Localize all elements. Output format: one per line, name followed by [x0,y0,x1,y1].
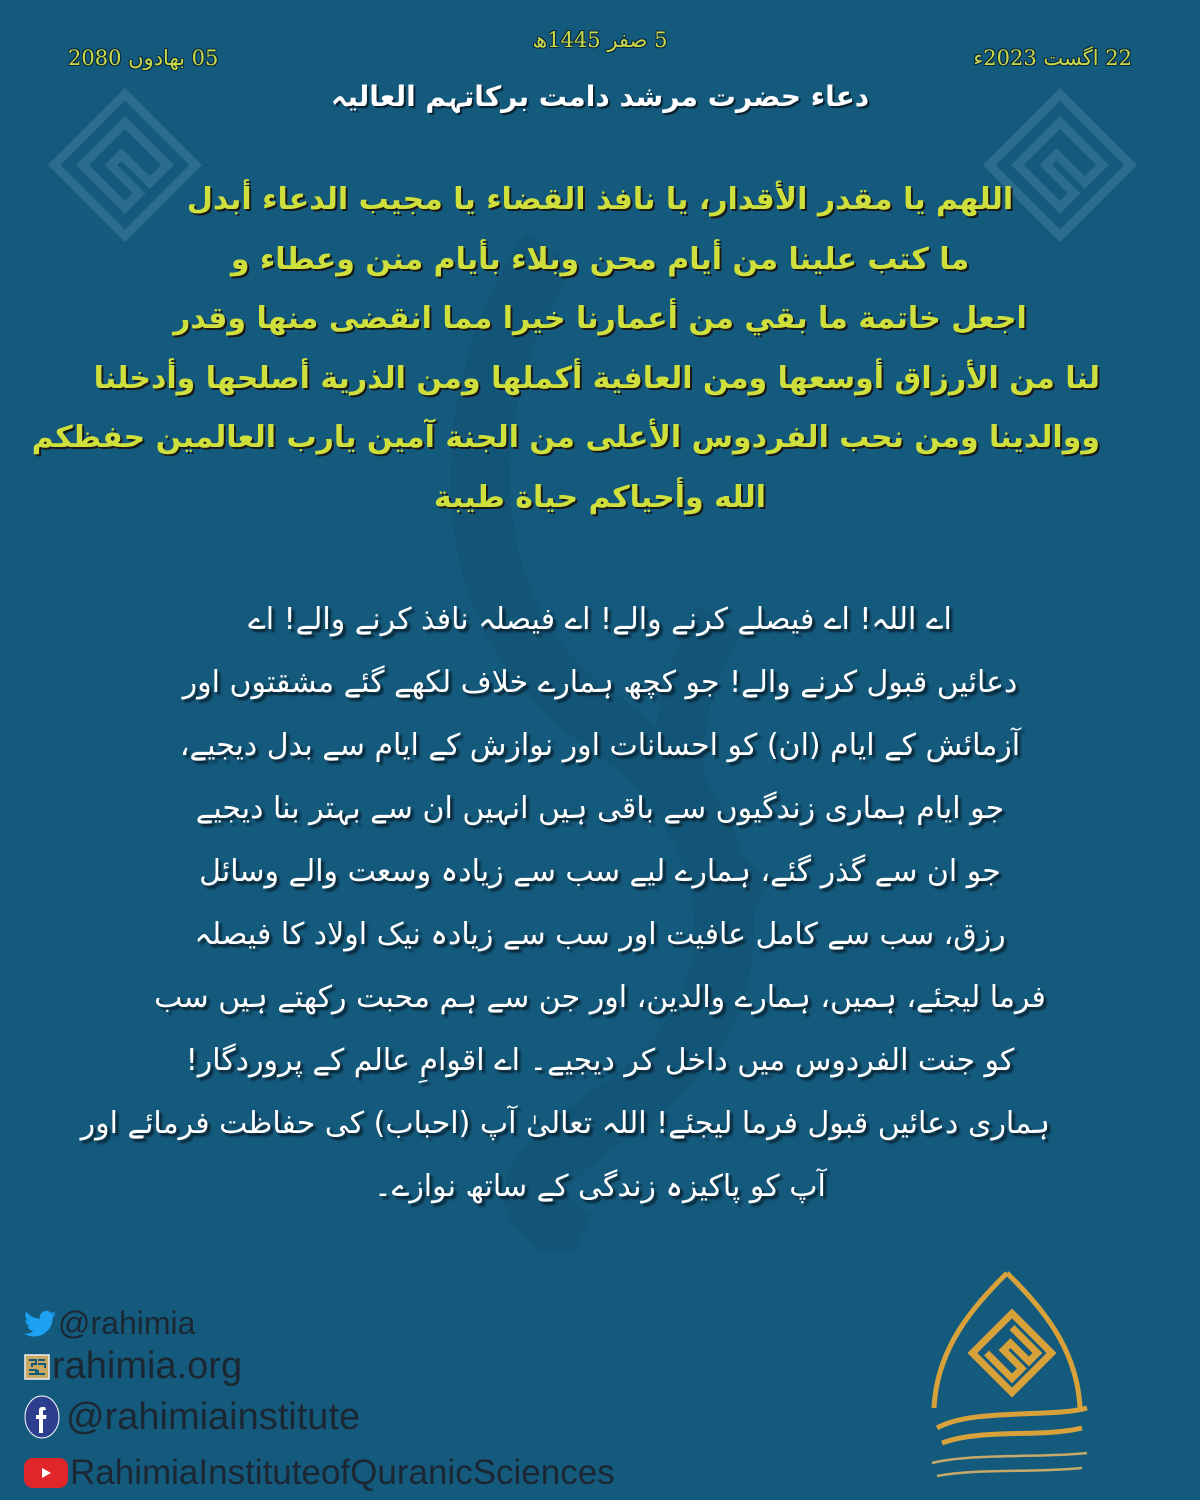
urdu-line: آپ کو پاکیزہ زندگی کے ساتھ نوازے۔ [374,1169,826,1204]
urdu-translation [80,588,1050,1218]
facebook-handle: @rahimiainstitute [66,1395,361,1438]
arabic-dua [31,170,1100,527]
rahimia-logo [912,1268,1102,1488]
facebook-icon [24,1395,60,1439]
arabic-line: اجعل خاتمة ما بقي من أعمارنا خيرا مما انقضى منها وقدر [173,301,1027,336]
website-link[interactable] [24,1345,242,1388]
website-url: rahimia.org [52,1345,243,1387]
website-logo-icon [24,1354,50,1380]
twitter-handle: @rahimia [58,1305,196,1341]
arabic-line: اللهم يا مقدر الأقدار، يا نافذ القضاء يا مجيب الدعاء أبدل [186,182,1014,217]
urdu-line: فرما لیجئے، ہمیں، ہمارے والدین، اور جن سے ہم محبت رکھتے ہیں سب [154,980,1046,1015]
twitter-link[interactable] [24,1305,195,1342]
facebook-link[interactable] [24,1395,360,1439]
arabic-line: ووالدينا ومن نحب الفردوس الأعلى من الجنة آمين يارب العالمين حفظكم [31,420,1100,455]
urdu-line: رزق، سب سے کامل عافیت اور سب سے زیادہ نیک اولاد کا فیصلہ [194,917,1006,952]
page-title: دعاء حضرت مرشد دامت برکاتہم العالیہ [330,80,870,113]
twitter-icon [24,1310,56,1338]
urdu-line: جو ان سے گذر گئے، ہمارے لیے سب سے زیادہ وسعت والے وسائل [199,854,1001,889]
youtube-icon [24,1458,68,1488]
hijri-date: 5 صفر 1445ھ [532,28,668,52]
urdu-line: اے اللہ! اے فیصلے کرنے والے! اے فیصلہ نافذ کرنے والے! اے [248,602,952,637]
urdu-line: کو جنت الفردوس میں داخل کر دیجیے۔ اے اقوامِ عالم کے پروردگار! [185,1043,1015,1078]
urdu-line: ہماری دعائیں قبول فرما لیجئے! اللہ تعالیٰ آپ (احباب) کی حفاظت فرمائے اور [80,1106,1050,1141]
urdu-line: دعائیں قبول کرنے والے! جو کچھ ہمارے خلاف لکھے گئے مشقتوں اور [182,665,1018,700]
gregorian-date: 22 اگست 2023ء [973,46,1132,70]
arabic-line: لنا من الأرزاق أوسعها ومن العافية أكملها ومن الذرية أصلحها وأدخلنا [93,360,1100,396]
bikrami-date: 05 بھادوں 2080 [68,46,219,70]
urdu-line: جو ایام ہماری زندگیوں سے باقی ہیں انہیں ان سے بہتر بنا دیجیے [195,791,1005,826]
arabic-line: ما كتب علينا من أيام محن وبلاء بأيام منن وعطاء و [230,241,970,277]
urdu-line: آزمائش کے ایام (ان) کو احسانات اور نوازش کے ایام سے بدل دیجیے، [179,728,1021,763]
arabic-line: الله وأحياكم حياة طيبة [433,479,767,515]
youtube-link[interactable] [24,1453,615,1493]
youtube-channel: RahimiaInstituteofQuranicSciences [70,1453,615,1492]
